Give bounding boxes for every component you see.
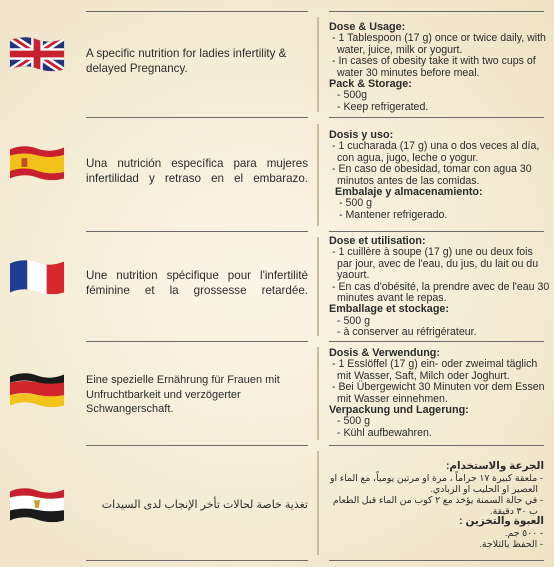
divider-top-right (329, 11, 544, 12)
dose-heading: Dose et utilisation: (329, 235, 426, 247)
divider-top-left (86, 11, 308, 12)
germany-flag-icon (8, 370, 66, 410)
info-arabic (326, 461, 544, 549)
divider-3-right (329, 341, 544, 342)
info-german (329, 348, 551, 439)
pack-item: - 500 g (337, 415, 370, 428)
dose-heading: Dose & Usage: (329, 21, 406, 33)
dose-item: - 1 cuillère à soupe (17 g) une ou deux fois par jour, avec de l'eau, du jus, du lait ou du yaourt. (332, 246, 539, 282)
divider-4-right (329, 445, 544, 446)
pack-item: - 500g (337, 89, 368, 102)
pack-heading: العبوة والتخزين : (459, 516, 544, 527)
divider-bottom-left (86, 560, 308, 561)
dose-item: - En caso de obesidad, tomar con agua 30 minutos antes de las comidas. (332, 163, 532, 187)
pack-item: - الحفظ بالثلاجة. (479, 538, 543, 549)
pack-item: - à conserver au réfrigérateur. (337, 326, 477, 339)
pack-item: - Kühl aufbewahren. (337, 426, 432, 439)
pack-item: - Keep refrigerated. (337, 100, 429, 113)
vertical-separator-2 (317, 124, 319, 226)
pack-item: - 500 g (339, 197, 372, 210)
divider-3-left (86, 341, 308, 342)
france-flag-icon (8, 257, 66, 297)
uk-flag-icon (8, 34, 66, 74)
vertical-separator-3 (317, 237, 319, 336)
vertical-separator-1 (317, 17, 319, 112)
vertical-separator-4 (317, 347, 319, 440)
description-french: Une nutrition spécifique pour l'infertilité féminine et la grossesse retardée. (86, 269, 308, 297)
pack-heading: Emballage et stockage: (329, 303, 450, 316)
divider-2-left (86, 231, 308, 232)
vertical-separator-5 (317, 451, 319, 555)
dose-heading: Dosis y uso: (329, 129, 394, 141)
dose-item: - 1 cucharada (17 g) una o dos veces al día, con agua, jugo, leche o yogur. (332, 140, 540, 164)
info-english (329, 22, 551, 113)
divider-4-left (86, 445, 308, 446)
dose-item: - En cas d'obésité, la prendre avec de l'eau 30 minutes avant le repas. (332, 280, 550, 305)
description-english: A specific nutrition for ladies infertility & delayed Pregnancy. (86, 47, 287, 75)
divider-1-right (329, 117, 544, 118)
dose-heading: Dosis & Verwendung: (329, 347, 440, 359)
dose-heading: الجرعة والاستخدام: (445, 461, 544, 472)
info-french (329, 236, 551, 339)
divider-2-right (329, 231, 544, 232)
pack-heading: Embalaje y almacenamiento: (335, 186, 483, 199)
dose-item: - ملعقة كبيرة ١٧ جراماً ، مرة او مرتين يومياً، مع الماء او العصير او الحليب او الزبادي. (329, 472, 543, 494)
divider-1-left (86, 117, 308, 118)
description-spanish: Una nutrición específica para mujeres infertilidad y retraso en el embarazo. (86, 157, 308, 185)
pack-item: - Mantener refrigerado. (339, 208, 448, 221)
description-arabic: تغذية خاصة لحالات تأخر الإنجاب لدى السيدات (101, 499, 308, 511)
description-german: Eine spezielle Ernährung für Frauen mit Unfruchtbarkeit und verzögerter Schwangerschaft. (86, 374, 280, 415)
egypt-flag-icon (8, 485, 66, 525)
divider-bottom-right (329, 560, 544, 561)
dose-item: - In cases of obesity take it with two cups of water 30 minutes before meal. (332, 55, 536, 79)
dose-item: - Bei Übergewicht 30 Minuten vor dem Essen mit Wasser einnehmen. (332, 381, 545, 405)
info-spanish (329, 130, 551, 221)
dose-item: - 1 Tablespoon (17 g) once or twice daily, with water, juice, milk or yogurt. (332, 32, 546, 56)
pack-item: - ٥٠٠ جم. (504, 527, 543, 538)
pack-item: - 500 g (337, 314, 370, 327)
spain-flag-icon (8, 143, 66, 183)
pack-heading: Verpackung und Lagerung: (329, 404, 469, 417)
pack-heading: Pack & Storage: (329, 78, 412, 91)
dose-item: - 1 Esslöffel (17 g) ein- oder zweimal täglich mit Wasser, Saft, Milch oder Joghurt. (332, 358, 538, 382)
dose-item: - في حالة السمنة يؤخذ مع ٢ كوب من الماء قبل الطعام ب ٣٠ دقيقة. (332, 494, 543, 516)
